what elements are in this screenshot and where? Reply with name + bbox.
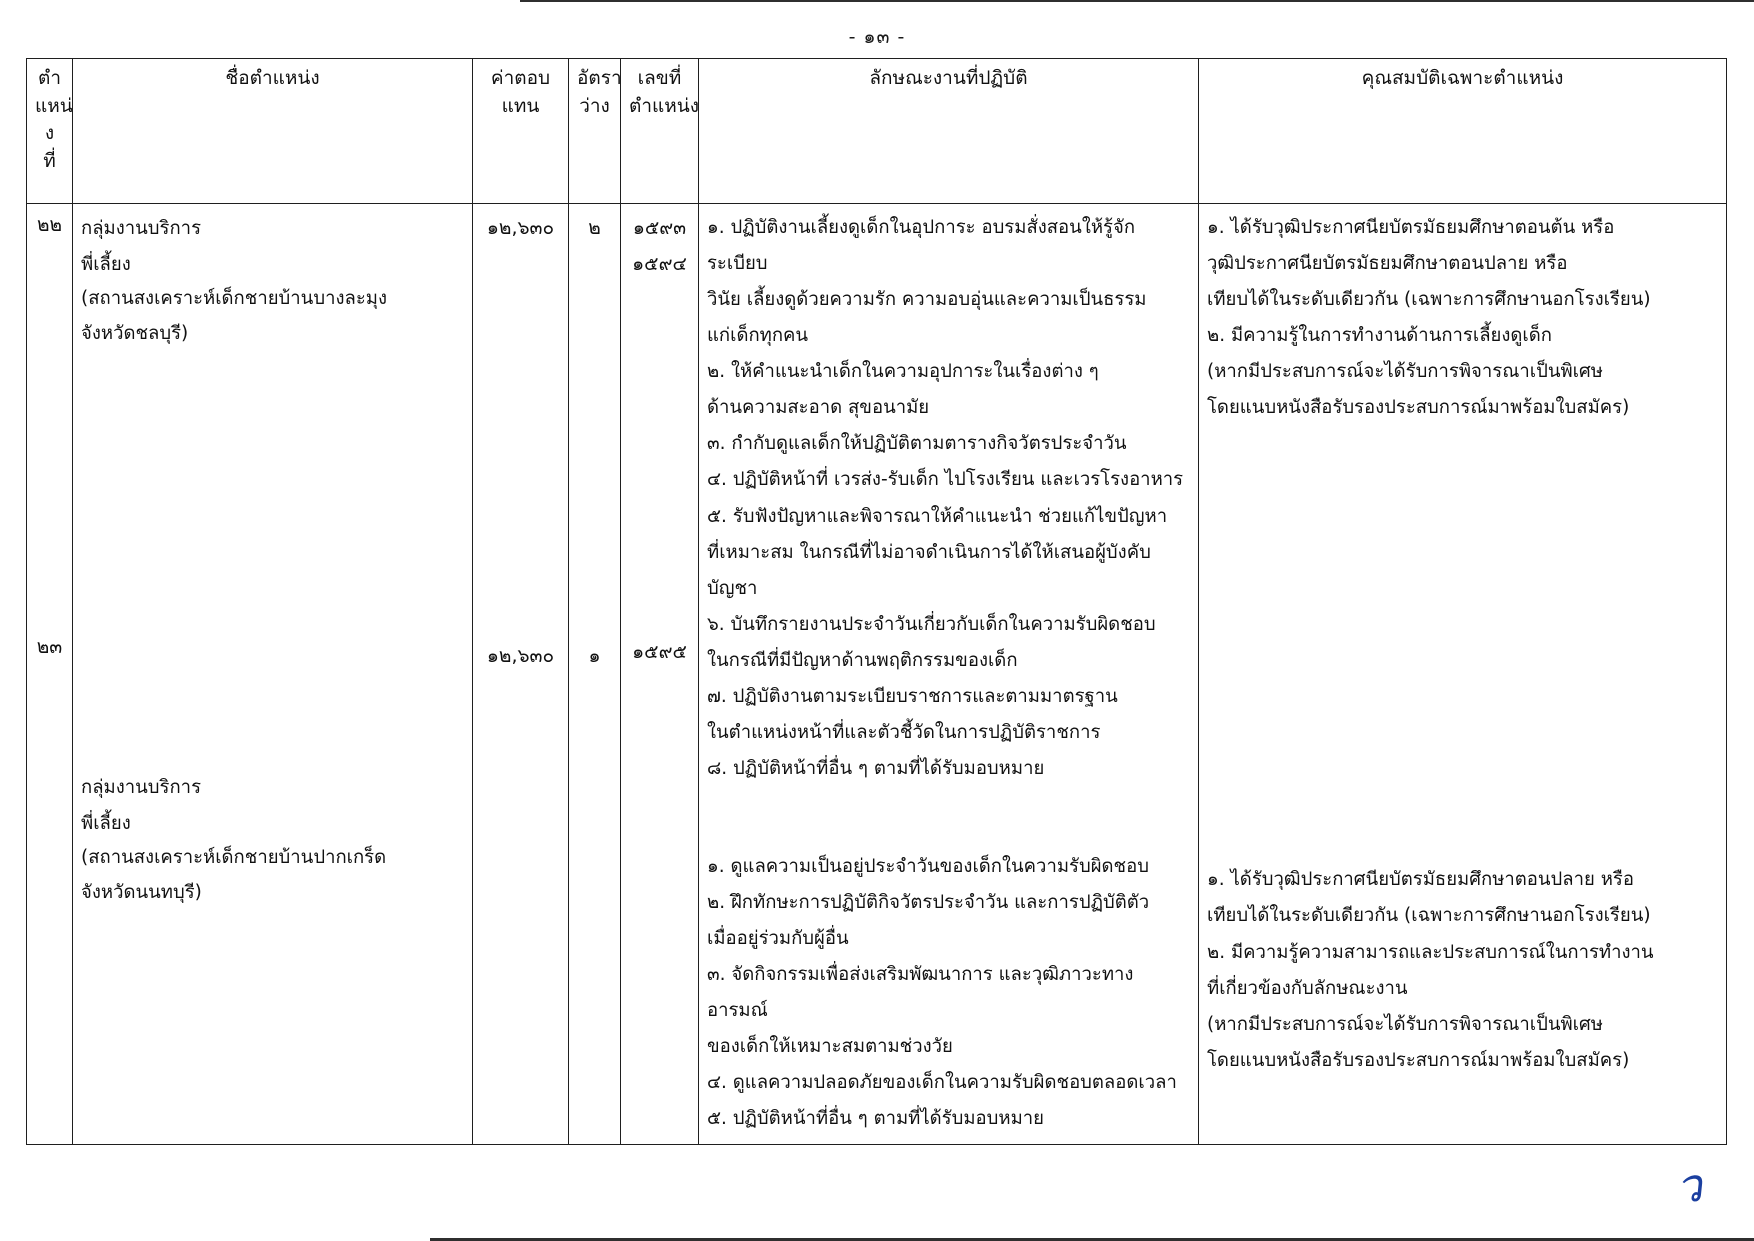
row2-posno-1: ๑๕๙๕ [632, 641, 687, 664]
row-spacer [35, 240, 64, 632]
row1-qual-line: ๑. ได้รับวุฒิประกาศนียบัตรมัธยมศึกษาตอนต้น หรือ [1207, 217, 1615, 238]
row1-office-line2: จังหวัดชลบุรี) [81, 322, 189, 344]
row1-group: กลุ่มงานบริการ [81, 218, 202, 239]
row-spacer [1207, 426, 1718, 862]
row2-duty-list [707, 849, 1190, 1138]
header-vacancy-line2: ว่าง [579, 94, 610, 117]
cell-position-no [27, 204, 73, 1145]
row2-office-line1: (สถานสงเคราะห์เด็กชายบ้านปากเกร็ด [81, 847, 387, 869]
row1-duty-line: ๒. ให้คำแนะนำเด็กในความอุปการะในเรื่องต่าง ๆ [707, 361, 1099, 383]
header-vacancy-line1: อัตรา [577, 67, 622, 89]
row2-qual-line: ๑. ได้รับวุฒิประกาศนียบัตรมัธยมศึกษาตอนปลาย หรือ [1207, 869, 1634, 891]
row1-duty-line: ๘. ปฏิบัติหน้าที่อื่น ๆ ตามที่ได้รับมอบหมาย [707, 757, 1045, 779]
row1-position: พี่เลี้ยง [81, 254, 131, 276]
row-spacer [629, 282, 690, 634]
row2-qual-list [1207, 862, 1718, 1078]
row1-duty-list [707, 210, 1190, 787]
row2-qual-line: (หากมีประสบการณ์จะได้รับการพิจารณาเป็นพิเศษ [1207, 1013, 1603, 1035]
row1-duty-line: ๓. กำกับดูแลเด็กให้ปฏิบัติตามตารางกิจวัตรประจำวัน [707, 433, 1127, 455]
row1-duty-line: แก่เด็กทุกคน [707, 325, 809, 347]
row2-no: ๒๓ [36, 636, 63, 658]
row1-duty-line: ในกรณีที่มีปัญหาด้านพฤติกรรมของเด็ก [707, 649, 1018, 671]
header-posno-line1: เลขที่ [637, 67, 682, 89]
row2-group: กลุ่มงานบริการ [81, 776, 202, 798]
cell-vacancy [569, 204, 621, 1145]
page-number: - ๑๓ - [848, 26, 906, 48]
row2-pay: ๑๒,๖๓๐ [486, 645, 555, 668]
row2-title-block [81, 769, 464, 910]
cell-duties [699, 204, 1199, 1145]
row1-duty-line: ๕. รับฟังปัญหาและพิจารณาให้คำแนะนำ ช่วยแก้ไขปัญหา [707, 505, 1168, 527]
row1-no: ๒๒ [36, 214, 63, 236]
header-no-line2: แหน่ง [35, 94, 73, 145]
scan-edge-top [520, 0, 1754, 2]
row1-posno-1: ๑๕๙๓ [632, 217, 687, 239]
row1-duty-line: ๖. บันทึกรายงานประจำวันเกี่ยวกับเด็กในความรับผิดชอบ [707, 613, 1156, 635]
cell-position-title [73, 204, 473, 1145]
row2-duty-line: เมื่ออยู่ร่วมกับผู้อื่น [707, 928, 849, 950]
row1-vacancy: ๒ [588, 217, 601, 239]
header-pay [473, 59, 569, 204]
row2-office-line2: จังหวัดนนทบุรี) [81, 881, 202, 903]
row2-position: พี่เลี้ยง [81, 813, 131, 835]
header-position-number [621, 59, 699, 204]
row1-qual-line: เทียบได้ในระดับเดียวกัน (เฉพาะการศึกษานอกโรงเรียน) [1207, 289, 1651, 311]
row1-duty-line: ในตำแหน่งหน้าที่และตัวชี้วัดในการปฏิบัติราชการ [707, 721, 1101, 743]
header-no [27, 59, 73, 204]
header-no-line3: ที่ [43, 149, 56, 172]
row-spacer [707, 787, 1190, 849]
row1-duty-line: ด้านความสะอาด สุขอนามัย [707, 397, 930, 419]
row2-duty-line: ของเด็กให้เหมาะสมตามช่วงวัย [707, 1036, 953, 1058]
row2-qual-line: ที่เกี่ยวข้องกับลักษณะงาน [1207, 977, 1408, 999]
row2-duty-line: ๒. ฝึกทักษะการปฏิบัติกิจวัตรประจำวัน และการปฏิบัติตัว [707, 892, 1150, 914]
row2-qual-line: โดยแนบหนังสือรับรองประสบการณ์มาพร้อมใบสมัคร) [1207, 1049, 1630, 1071]
row1-qual-line: ๒. มีความรู้ในการทำงานด้านการเลี้ยงดูเด็ก [1207, 325, 1552, 347]
row-spacer [481, 246, 560, 638]
row2-qual-line: ๒. มีความรู้ความสามารถและประสบการณ์ในการทำงาน [1207, 941, 1654, 963]
row1-qual-line: วุฒิประกาศนียบัตรมัธยมศึกษาตอนปลาย หรือ [1207, 253, 1568, 275]
cell-position-number [621, 204, 699, 1145]
row2-qual-line: เทียบได้ในระดับเดียวกัน (เฉพาะการศึกษานอกโรงเรียน) [1207, 905, 1651, 927]
row1-duty-line: ๔. ปฏิบัติหน้าที่ เวรส่ง-รับเด็ก ไปโรงเรียน และเวรโรงอาหาร [707, 469, 1184, 491]
row1-qual-line: (หากมีประสบการณ์จะได้รับการพิจารณาเป็นพิเศษ [1207, 361, 1603, 383]
row1-duty-line: ๗. ปฏิบัติงานตามระเบียบราชการและตามมาตรฐาน [707, 685, 1118, 707]
row1-office-line1: (สถานสงเคราะห์เด็กชายบ้านบางละมุง [81, 288, 387, 310]
row-spacer [577, 246, 612, 638]
row2-vacancy: ๑ [588, 645, 601, 668]
header-pay-line1: ค่าตอบ [490, 67, 551, 89]
header-pay-line2: แทน [501, 94, 540, 117]
row1-qual-list [1207, 210, 1718, 426]
row1-qual-line: โดยแนบหนังสือรับรองประสบการณ์มาพร้อมใบสมัคร) [1207, 397, 1630, 419]
cell-pay [473, 204, 569, 1145]
row2-duty-line: ๔. ดูแลความปลอดภัยของเด็กในความรับผิดชอบตลอดเวลา [707, 1072, 1177, 1094]
row2-duty-line: ๑. ดูแลความเป็นอยู่ประจำวันของเด็กในความรับผิดชอบ [707, 856, 1149, 877]
header-title: ชื่อตำแหน่ง [73, 59, 473, 204]
header-posno-line2: ตำแหน่ง [629, 94, 700, 117]
row1-duty-line: ๑. ปฏิบัติงานเลี้ยงดูเด็กในอุปการะ อบรมสั่งสอนให้รู้จักระเบียบ [707, 217, 1136, 275]
row1-duty-line: ที่เหมาะสม ในกรณีที่ไม่อาจดำเนินการได้ให้เสนอผู้บังคับบัญชา [707, 541, 1151, 599]
position-table [26, 58, 1727, 1145]
row1-pay: ๑๒,๖๓๐ [486, 217, 555, 239]
header-qualifications: คุณสมบัติเฉพาะตำแหน่ง [1199, 59, 1727, 204]
row2-duty-line: ๕. ปฏิบัติหน้าที่อื่น ๆ ตามที่ได้รับมอบหมาย [707, 1108, 1045, 1130]
table-row [27, 204, 1727, 1145]
table-header-row [27, 59, 1727, 204]
signature-mark: ว [1672, 1157, 1706, 1215]
header-duties: ลักษณะงานที่ปฏิบัติ [699, 59, 1199, 204]
row1-posno-2: ๑๕๙๔ [632, 253, 687, 276]
row1-title-block [81, 210, 464, 351]
header-vacancy [569, 59, 621, 204]
row1-duty-line: วินัย เลี้ยงดูด้วยความรัก ความอบอุ่นและความเป็นธรรม [707, 289, 1147, 311]
row2-duty-line: ๓. จัดกิจกรรมเพื่อส่งเสริมพัฒนาการ และวุฒิภาวะทางอารมณ์ [707, 964, 1134, 1022]
header-no-line1: ตำ [37, 67, 61, 89]
cell-qualifications [1199, 204, 1727, 1145]
